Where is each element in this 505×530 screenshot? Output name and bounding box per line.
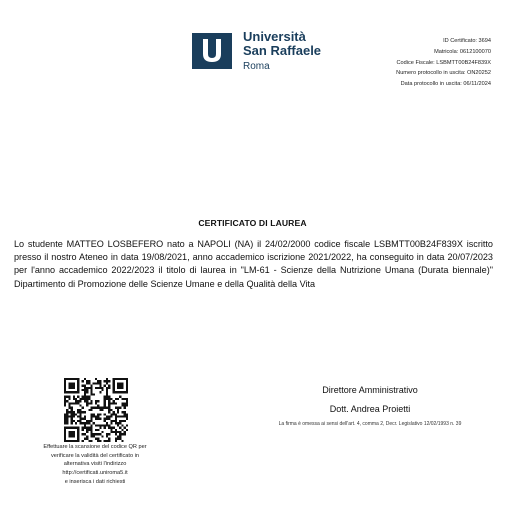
qr-code-icon xyxy=(64,378,128,442)
signature-block xyxy=(240,385,500,427)
signature-name: Dott. Andrea Proietti xyxy=(329,404,411,414)
logo-line1: Università xyxy=(243,29,306,44)
qr-instruction-line3: alternativa visiti l'indirizzo xyxy=(63,461,127,468)
signature-note: La firma è omessa ai sensi dell'art. 4, comma 2, Decr. Legislativo 12/02/1993 n. 39 xyxy=(278,421,462,427)
certificate-metadata xyxy=(396,36,491,90)
qr-instruction-line1: Effettuare la scansione del codice QR per xyxy=(43,444,147,450)
qr-instruction-line5: e inserisca i dati richiesti xyxy=(64,478,126,485)
logo-line2: San Raffaele xyxy=(243,43,322,58)
data-protocollo: Data protocollo in uscita: 06/11/2024 xyxy=(400,81,491,88)
numero-protocollo: Numero protocollo in uscita: ON20252 xyxy=(396,70,491,77)
signature-role: Direttore Amministrativo xyxy=(322,385,418,395)
id-certificato: ID Certificato: 3694 xyxy=(443,38,491,44)
qr-instructions xyxy=(30,443,160,487)
university-logo-text xyxy=(243,30,321,74)
logo-line3: Roma xyxy=(243,61,270,72)
certificate-body: Lo studente MATTEO LOSBEFERO nato a NAPOLI (NA) il 24/02/2000 codice fiscale LSBMTT00B24F839X iscritto presso il nostro Ateneo in data 19/08/2021, anno accademico iscrizione 2021/2022, ha conseguito in data 20/07/2023 per l'anno accademico 2022/2023 il titolo di laurea in "LM-61 - Scienze della Nutrizione Umana (Durata biennale)" Dipartimento di Promozione delle Scienze Umane e della Qualità della Vita xyxy=(14,239,493,289)
qr-instruction-url: http://certificati.uniroma5.it xyxy=(62,470,128,477)
university-shield-u-icon xyxy=(192,33,232,69)
document-title: CERTIFICATO DI LAUREA xyxy=(198,218,307,228)
codice-fiscale: Codice Fiscale: LSBMTT00B24F839X xyxy=(396,59,491,66)
matricola: Matricola: 0612100070 xyxy=(434,48,491,55)
qr-instruction-line2: verificare la validità del certificato in xyxy=(51,452,139,459)
